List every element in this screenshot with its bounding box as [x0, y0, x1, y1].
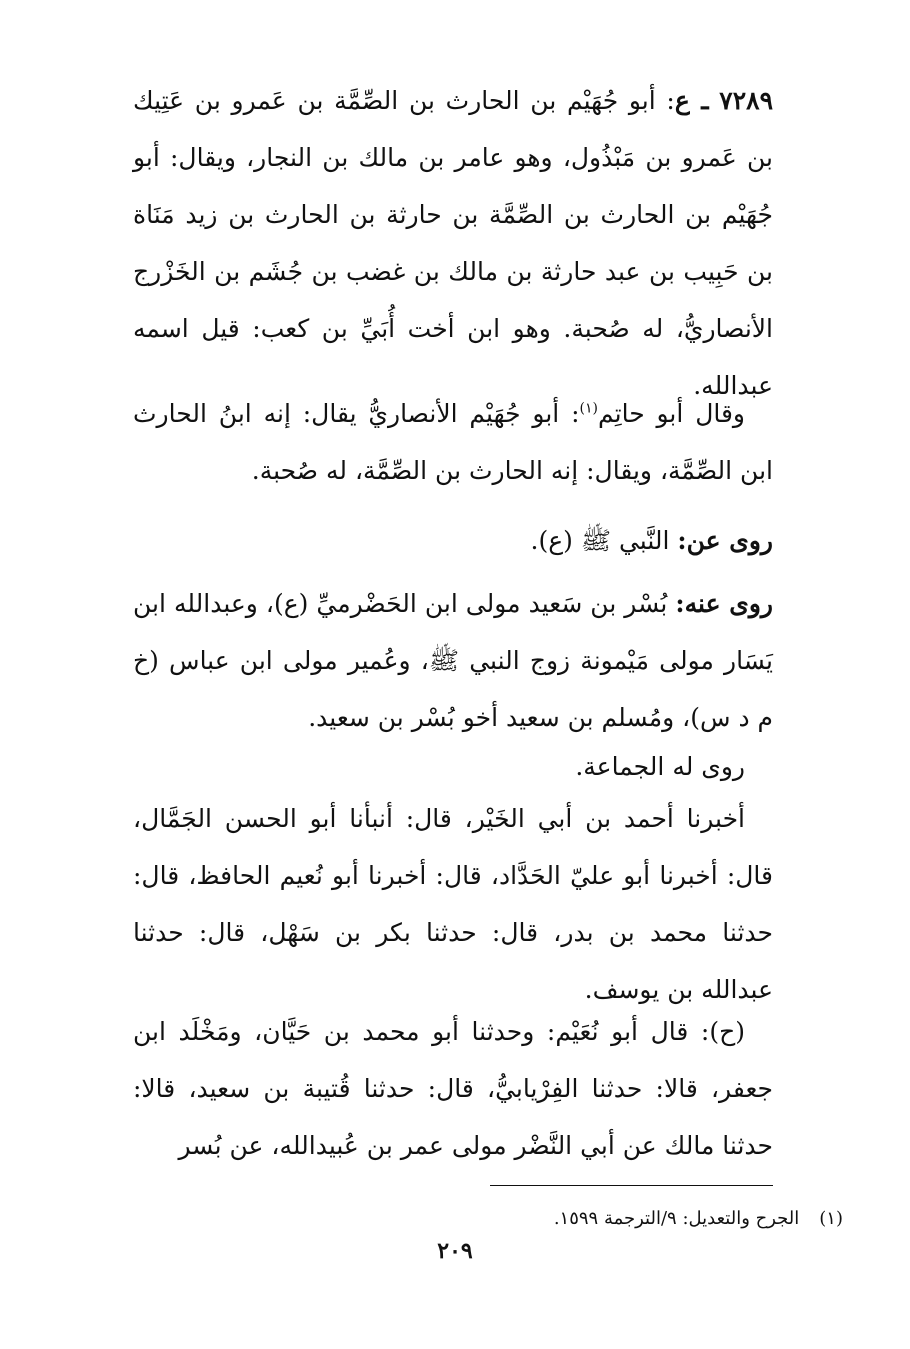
page-number: ٢٠٩: [437, 1238, 473, 1264]
main-text: [133, 72, 773, 414]
footnote-reference: (١): [579, 400, 598, 417]
footnote: [133, 1206, 843, 1232]
abu-hatim-block: [133, 385, 773, 499]
riwayat-anhu-block: [133, 575, 773, 746]
isnad-2-paragraph: (ح): قال أبو نُعَيْم: وحدثنا أبو محمد بن حَيَّان، ومَخْلَد ابن جعفر، قالا: حدثنا الفِرْيابيُّ، قال: حدثنا قُتيبة بن سعيد، قالا: حدثنا مالك عن أبي النَّضْر مولى عمر بن عُبيدالله، عن بُسر: [133, 1017, 773, 1160]
isnad-1-block: [133, 790, 773, 1018]
rawa-lahu-paragraph: روى له الجماعة.: [575, 752, 745, 781]
isnad-2-block: [133, 1003, 773, 1174]
entry-symbol: ـ ع: [674, 86, 709, 115]
footnote-text: الجرح والتعديل: ٩/الترجمة ١٥٩٩.: [553, 1208, 800, 1229]
abu-hatim-text-after: : أبو جُهَيْم الأنصاريُّ يقال: إنه ابنُ الحارث ابن الصِّمَّة، ويقال: إنه الحارث بن الصِّمَّة، له صُحبة.: [133, 399, 773, 485]
riwayat-anhu-label: روى عنه:: [675, 589, 773, 618]
riwayat-anhu-paragraph: [133, 575, 773, 746]
rawa-lahu-block: [133, 738, 773, 795]
riwayat-anhu-text: بُسْر بن سَعيد مولى ابن الحَضْرميِّ (ع)، وعبدالله ابن يَسَار مولى مَيْمونة زوج النبي ﷺ، وعُمير مولى ابن عباس (خ م د س)، ومُسلم بن سعيد أخو بُسْر بن سعيد.: [133, 589, 773, 732]
abu-hatim-text-before: وقال أبو حاتِم: [597, 399, 745, 428]
entry-paragraph: [133, 72, 773, 414]
riwayat-an-block: [133, 512, 773, 569]
isnad-1-paragraph: أخبرنا أحمد بن أبي الخَيْر، قال: أنبأنا أبو الحسن الجَمَّال، قال: أخبرنا أبو عليّ الحَدَّاد، قال: أخبرنا أبو نُعيم الحافظ، قال: حدثنا محمد بن بدر، قال: حدثنا بكر بن سَهْل، قال: حدثنا عبدالله بن يوسف.: [133, 804, 773, 1004]
riwayat-an-text: النَّبي ﷺ (ع).: [530, 526, 678, 555]
entry-number: ٧٢٨٩: [719, 86, 773, 115]
abu-hatim-paragraph: [133, 385, 773, 499]
entry-text: : أبو جُهَيْم بن الحارث بن الصِّمَّة بن عَمرو بن عَتِيك بن عَمرو بن مَبْذُول، وهو عامر بن مالك بن النجار، ويقال: أبو جُهَيْم بن الحارث بن الصِّمَّة بن حارثة بن الحارث بن زيد مَنَاة بن حَبِيب بن عبد حارثة بن مالك بن غضب بن جُشَم بن الخَزْرج الأنصاريُّ، له صُحبة. وهو ابن أخت أُبَيِّ بن كعب: قيل اسمه عبدالله.: [133, 86, 773, 400]
footnote-divider: [490, 1185, 773, 1186]
footnote-number: (١): [819, 1208, 843, 1229]
riwayat-an-label: روى عن:: [677, 526, 773, 555]
riwayat-an-paragraph: [133, 512, 773, 569]
